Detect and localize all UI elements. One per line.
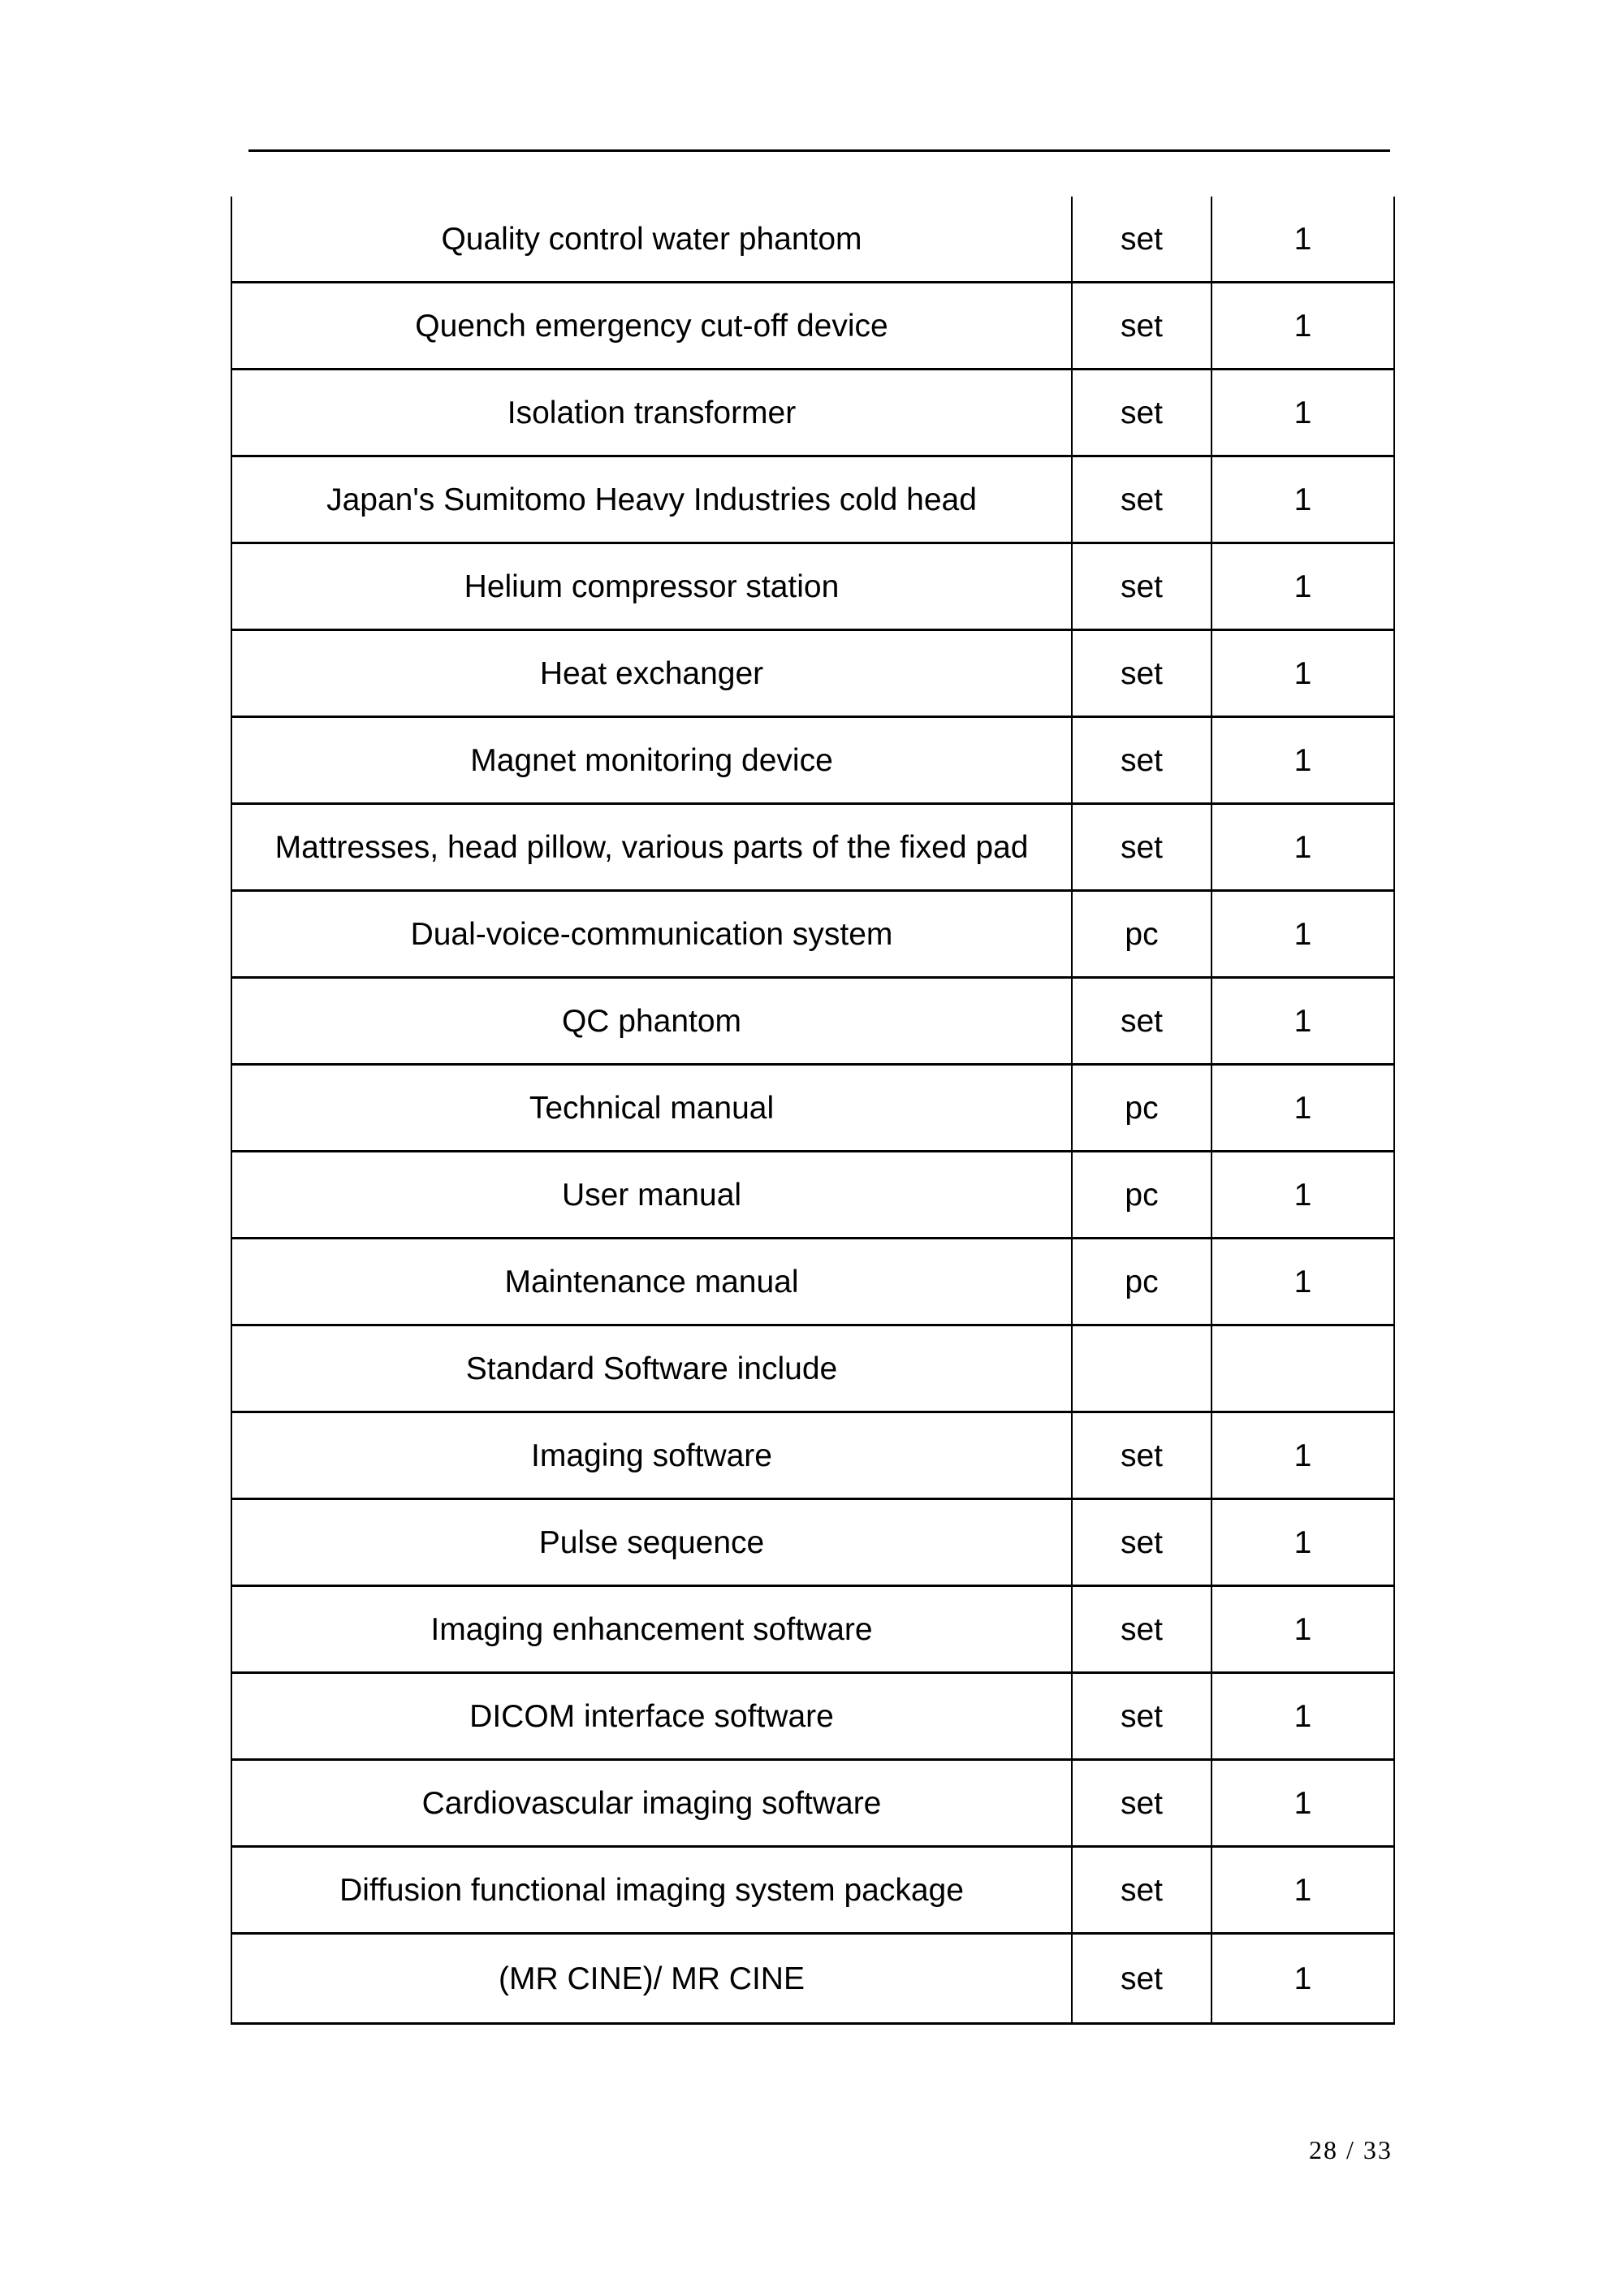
item-name-cell: Isolation transformer — [231, 370, 1072, 456]
table-row — [231, 283, 1394, 370]
quantity-cell: 1 — [1212, 283, 1394, 370]
table-row — [231, 891, 1394, 978]
item-name-cell: Magnet monitoring device — [231, 717, 1072, 804]
item-name-cell: Heat exchanger — [231, 630, 1072, 717]
item-name-cell: Cardiovascular imaging software — [231, 1760, 1072, 1847]
quantity-cell: 1 — [1212, 630, 1394, 717]
table-row — [231, 1760, 1394, 1847]
item-name-cell: Diffusion functional imaging system package — [231, 1847, 1072, 1934]
quantity-cell: 1 — [1212, 804, 1394, 891]
unit-cell: set — [1072, 717, 1212, 804]
unit-cell: set — [1072, 1412, 1212, 1499]
item-name-cell: Mattresses, head pillow, various parts of the fixed pad — [231, 804, 1072, 891]
table-row — [231, 630, 1394, 717]
table-row — [231, 197, 1394, 283]
page-total: 33 — [1363, 2135, 1393, 2164]
item-name-cell: Helium compressor station — [231, 543, 1072, 630]
unit-cell: set — [1072, 197, 1212, 283]
table-row — [231, 1673, 1394, 1760]
page-current: 28 — [1309, 2135, 1338, 2164]
unit-cell: set — [1072, 543, 1212, 630]
table-row — [231, 804, 1394, 891]
quantity-cell: 1 — [1212, 1239, 1394, 1325]
item-name-cell: Imaging software — [231, 1412, 1072, 1499]
item-name-cell: Quality control water phantom — [231, 197, 1072, 283]
unit-cell: pc — [1072, 1239, 1212, 1325]
quantity-cell: 1 — [1212, 543, 1394, 630]
table-row — [231, 1152, 1394, 1239]
unit-cell: set — [1072, 804, 1212, 891]
unit-cell: set — [1072, 978, 1212, 1065]
quantity-cell: 1 — [1212, 456, 1394, 543]
unit-cell: set — [1072, 630, 1212, 717]
unit-cell: set — [1072, 283, 1212, 370]
item-name-cell: Technical manual — [231, 1065, 1072, 1152]
page-number — [1293, 2105, 1393, 2165]
quantity-cell: 1 — [1212, 1586, 1394, 1673]
quantity-cell: 1 — [1212, 1065, 1394, 1152]
unit-cell: set — [1072, 1586, 1212, 1673]
quantity-cell: 1 — [1212, 1152, 1394, 1239]
unit-cell: pc — [1072, 1065, 1212, 1152]
quantity-cell: 1 — [1212, 197, 1394, 283]
quantity-cell: 1 — [1212, 1673, 1394, 1760]
item-name-cell: QC phantom — [231, 978, 1072, 1065]
unit-cell: set — [1072, 1847, 1212, 1934]
unit-cell: pc — [1072, 1152, 1212, 1239]
table-row — [231, 370, 1394, 456]
table-row — [231, 1239, 1394, 1325]
item-name-cell: Standard Software include — [231, 1325, 1072, 1412]
item-name-cell: Dual-voice-communication system — [231, 891, 1072, 978]
quantity-cell: 1 — [1212, 891, 1394, 978]
item-name-cell: Imaging enhancement software — [231, 1586, 1072, 1673]
quantity-cell: 1 — [1212, 978, 1394, 1065]
table-row — [231, 1412, 1394, 1499]
table-row — [231, 456, 1394, 543]
quantity-cell: 1 — [1212, 1934, 1394, 2024]
unit-cell: set — [1072, 456, 1212, 543]
table-row — [231, 1847, 1394, 1934]
quantity-cell: 1 — [1212, 1847, 1394, 1934]
equipment-list-table — [231, 197, 1395, 2025]
unit-cell: set — [1072, 1934, 1212, 2024]
item-name-cell: Japan's Sumitomo Heavy Industries cold head — [231, 456, 1072, 543]
item-name-cell: Quench emergency cut-off device — [231, 283, 1072, 370]
quantity-cell: 1 — [1212, 1412, 1394, 1499]
unit-cell — [1072, 1325, 1212, 1412]
table-row — [231, 1586, 1394, 1673]
item-name-cell: Pulse sequence — [231, 1499, 1072, 1586]
quantity-cell: 1 — [1212, 370, 1394, 456]
table-row — [231, 1934, 1394, 2024]
item-name-cell: Maintenance manual — [231, 1239, 1072, 1325]
header-rule — [248, 149, 1390, 152]
quantity-cell — [1212, 1325, 1394, 1412]
item-name-cell: DICOM interface software — [231, 1673, 1072, 1760]
quantity-cell: 1 — [1212, 717, 1394, 804]
unit-cell: set — [1072, 1673, 1212, 1760]
table-row — [231, 1499, 1394, 1586]
page-separator: / — [1338, 2135, 1363, 2164]
unit-cell: pc — [1072, 891, 1212, 978]
item-name-cell: User manual — [231, 1152, 1072, 1239]
unit-cell: set — [1072, 370, 1212, 456]
unit-cell: set — [1072, 1499, 1212, 1586]
table-row — [231, 978, 1394, 1065]
table-row — [231, 1325, 1394, 1412]
quantity-cell: 1 — [1212, 1499, 1394, 1586]
table-row — [231, 1065, 1394, 1152]
table-body — [231, 197, 1394, 2024]
table-row — [231, 717, 1394, 804]
unit-cell: set — [1072, 1760, 1212, 1847]
table-row — [231, 543, 1394, 630]
quantity-cell: 1 — [1212, 1760, 1394, 1847]
item-name-cell: (MR CINE)/ MR CINE — [231, 1934, 1072, 2024]
